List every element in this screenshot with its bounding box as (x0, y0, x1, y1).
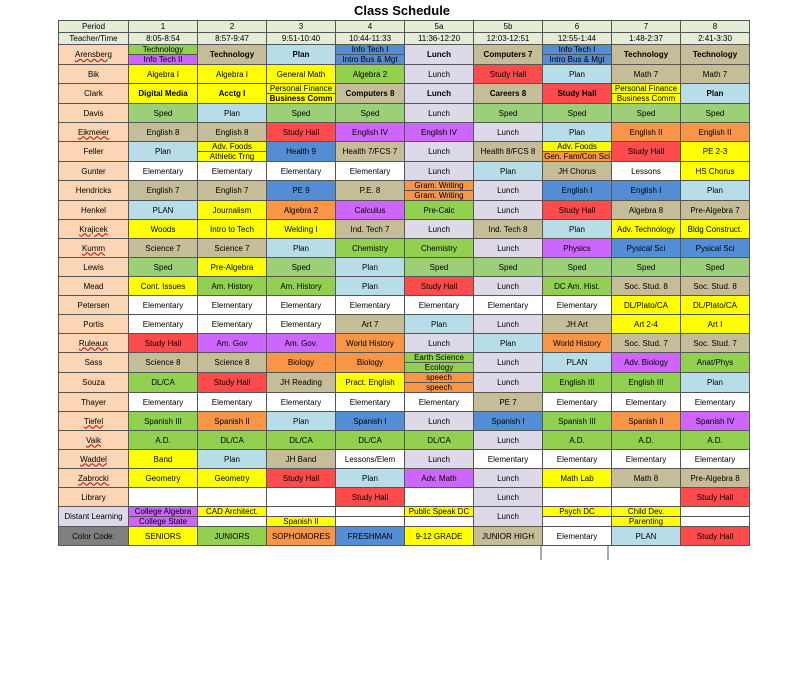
schedule-cell: Elementary (267, 315, 336, 334)
teacher-name: Clark (59, 84, 129, 104)
schedule-subcell: Info Tech II (129, 55, 197, 64)
schedule-cell: Elementary (405, 296, 474, 315)
schedule-cell: Study Hall (543, 201, 612, 220)
schedule-cell: Algebra I (198, 65, 267, 84)
schedule-cell: Study Hall (336, 488, 405, 507)
schedule-cell: Math 7 (681, 65, 750, 84)
schedule-subcell: College Algebra (129, 507, 197, 517)
schedule-cell: A.D. (681, 431, 750, 450)
schedule-cell: Pysical Sci (681, 239, 750, 258)
schedule-cell: Plan (681, 84, 750, 104)
schedule-cell: PE 2-3 (681, 142, 750, 162)
teacher-time-label: Teacher/Time (59, 33, 129, 45)
schedule-cell: Plan (474, 334, 543, 353)
schedule-cell: Sped (336, 104, 405, 123)
teacher-name: Portis (59, 315, 129, 334)
schedule-cell: 9-12 GRADE (405, 527, 474, 546)
schedule-cell: Art I (681, 315, 750, 334)
teacher-name: Sass (59, 353, 129, 373)
schedule-subcell: Gram. Writing (405, 181, 473, 191)
schedule-cell: Lunch (405, 450, 474, 469)
schedule-subcell: Adv. Foods (198, 142, 266, 152)
schedule-subcell: Personal Finance (612, 84, 680, 94)
schedule-cell: Elementary (474, 296, 543, 315)
schedule-cell: Soc. Stud. 7 (681, 334, 750, 353)
schedule-cell: Computers 8 (336, 84, 405, 104)
schedule-cell: Spanish IV (681, 412, 750, 431)
schedule-cell: Elementary (267, 162, 336, 181)
schedule-cell: Bldg Construct. (681, 220, 750, 239)
schedule-cell: Plan (543, 65, 612, 84)
schedule-cell: Elementary (405, 393, 474, 412)
schedule-cell: Acctg I (198, 84, 267, 104)
schedule-cell: Am. History (198, 277, 267, 296)
schedule-cell: World History (336, 334, 405, 353)
teacher-name: Library (59, 488, 129, 507)
schedule-cell: Band (129, 450, 198, 469)
schedule-subcell: Business Comm (267, 94, 335, 103)
schedule-cell: DL/CA (405, 431, 474, 450)
teacher-name: Feller (59, 142, 129, 162)
schedule-cell: Lunch (474, 277, 543, 296)
schedule-cell: English IV (336, 123, 405, 142)
schedule-cell: Elementary (198, 162, 267, 181)
schedule-cell: Plan (543, 123, 612, 142)
period-header-5b: 5b (474, 21, 543, 33)
schedule-subcell: Gram. Writing (405, 191, 473, 200)
schedule-cell: Careers 8 (474, 84, 543, 104)
schedule-cell: Study Hall (267, 469, 336, 488)
schedule-cell: Lunch (474, 373, 543, 393)
schedule-cell: Journalism (198, 201, 267, 220)
schedule-cell: English IV (405, 123, 474, 142)
period-header-3: 3 (267, 21, 336, 33)
time-header-3: 9:51-10:40 (267, 33, 336, 45)
schedule-cell: SOPHOMORES (267, 527, 336, 546)
time-header-8: 2:41-3:30 (681, 33, 750, 45)
schedule-cell: Lunch (474, 353, 543, 373)
schedule-cell: Plan (336, 469, 405, 488)
schedule-cell: English II (612, 123, 681, 142)
schedule-cell: JH Band (267, 450, 336, 469)
time-header-5a: 11:36-12:20 (405, 33, 474, 45)
schedule-cell: Plan (267, 45, 336, 65)
period-header-5a: 5a (405, 21, 474, 33)
schedule-cell: Study Hall (129, 334, 198, 353)
schedule-cell: Science 8 (129, 353, 198, 373)
schedule-cell: Math Lab (543, 469, 612, 488)
teacher-name: Kumm (59, 239, 129, 258)
schedule-cell: English 7 (198, 181, 267, 201)
schedule-cell: Elementary (336, 296, 405, 315)
schedule-cell: English I (543, 181, 612, 201)
schedule-cell: Elementary (267, 393, 336, 412)
schedule-cell: PE 7 (474, 393, 543, 412)
period-header-7: 7 (612, 21, 681, 33)
teacher-name: Hendricks (59, 181, 129, 201)
schedule-cell: Sped (474, 104, 543, 123)
time-header-4: 10:44-11:33 (336, 33, 405, 45)
teacher-name: Bik (59, 65, 129, 84)
time-header-7: 1:48-2:37 (612, 33, 681, 45)
schedule-cell: Anat/Phys (681, 353, 750, 373)
schedule-cell: DL/CA (129, 373, 198, 393)
schedule-cell: Technology (198, 45, 267, 65)
schedule-cell: Pre-Algebra 8 (681, 469, 750, 488)
schedule-subcell: Info Tech I (543, 45, 611, 55)
schedule-cell: Lunch (405, 412, 474, 431)
schedule-cell: Plan (198, 450, 267, 469)
teacher-name: Ruleaux (59, 334, 129, 353)
schedule-cell: Spanish II (198, 412, 267, 431)
schedule-cell: Plan (336, 277, 405, 296)
teacher-name: Thayer (59, 393, 129, 412)
schedule-cell: Sped (129, 258, 198, 277)
schedule-cell: Algebra I (129, 65, 198, 84)
schedule-cell: SENIORS (129, 527, 198, 546)
period-header-8: 8 (681, 21, 750, 33)
schedule-cell: Elementary (129, 393, 198, 412)
schedule-cell: Lunch (474, 507, 543, 527)
schedule-cell: Algebra 8 (612, 201, 681, 220)
schedule-cell: Adv. Biology (612, 353, 681, 373)
teacher-name: Petersen (59, 296, 129, 315)
schedule-subcell: College State (129, 517, 197, 526)
period-header-6: 6 (543, 21, 612, 33)
schedule-cell: Study Hall (198, 373, 267, 393)
schedule-cell: Digital Media (129, 84, 198, 104)
time-header-2: 8:57-9:47 (198, 33, 267, 45)
schedule-subcell: Adv. Foods (543, 142, 611, 152)
schedule-subcell: Ecology (405, 363, 473, 372)
schedule-cell: Math 8 (612, 469, 681, 488)
teacher-name: Waddel (59, 450, 129, 469)
schedule-cell: Plan (474, 162, 543, 181)
schedule-cell: PE 9 (267, 181, 336, 201)
schedule-cell: Chemistry (336, 239, 405, 258)
schedule-cell: Plan (198, 104, 267, 123)
schedule-cell: Plan (129, 142, 198, 162)
schedule-cell: Elementary (543, 527, 612, 546)
schedule-cell: Ind. Tech 7 (336, 220, 405, 239)
schedule-cell: Geometry (198, 469, 267, 488)
schedule-cell: Lunch (405, 220, 474, 239)
schedule-cell: Science 8 (198, 353, 267, 373)
schedule-cell: English 8 (198, 123, 267, 142)
schedule-subcell: Intro Bus & Mgt (543, 55, 611, 64)
schedule-cell: Pysical Sci (612, 239, 681, 258)
schedule-cell: Lunch (474, 315, 543, 334)
schedule-cell: Lunch (405, 104, 474, 123)
schedule-cell: Sped (612, 258, 681, 277)
schedule-cell: Algebra 2 (267, 201, 336, 220)
schedule-cell: Lunch (405, 334, 474, 353)
teacher-name: Davis (59, 104, 129, 123)
schedule-subcell: Business Comm (612, 94, 680, 103)
schedule-cell: A.D. (543, 431, 612, 450)
schedule-cell: Art 7 (336, 315, 405, 334)
schedule-cell: Plan (267, 239, 336, 258)
schedule-cell: Lunch (474, 469, 543, 488)
schedule-cell: Study Hall (543, 84, 612, 104)
schedule-cell: A.D. (612, 431, 681, 450)
schedule-cell: Art 2-4 (612, 315, 681, 334)
schedule-cell: Am. Gov (198, 334, 267, 353)
schedule-cell: Study Hall (267, 123, 336, 142)
schedule-cell: Sped (474, 258, 543, 277)
schedule-cell: Plan (543, 220, 612, 239)
schedule-cell: Elementary (474, 450, 543, 469)
schedule-cell: Chemistry (405, 239, 474, 258)
schedule-cell: Spanish II (612, 412, 681, 431)
schedule-cell: Soc. Stud. 8 (612, 277, 681, 296)
schedule-cell: PLAN (129, 201, 198, 220)
schedule-subcell: speech (405, 383, 473, 392)
teacher-name: Gunter (59, 162, 129, 181)
schedule-cell: Sped (612, 104, 681, 123)
schedule-cell: Am. History (267, 277, 336, 296)
schedule-cell: Elementary (267, 296, 336, 315)
schedule-cell: Lunch (474, 239, 543, 258)
time-header-6: 12:55-1:44 (543, 33, 612, 45)
schedule-cell: Sped (543, 104, 612, 123)
teacher-name: Eikmeier (59, 123, 129, 142)
schedule-cell: Spanish I (336, 412, 405, 431)
page-title: Class Schedule (353, 3, 451, 18)
schedule-subcell: Technology (129, 45, 197, 55)
schedule-cell: English I (612, 181, 681, 201)
teacher-name: Tiefel (59, 412, 129, 431)
schedule-cell: Soc. Stud. 8 (681, 277, 750, 296)
schedule-cell: PLAN (543, 353, 612, 373)
schedule-cell: Ind. Tech 8 (474, 220, 543, 239)
schedule-cell: Lunch (474, 181, 543, 201)
schedule-cell: Spanish III (129, 412, 198, 431)
schedule-subcell: speech (405, 373, 473, 383)
schedule-cell: Plan (267, 412, 336, 431)
schedule-cell: P.E. 8 (336, 181, 405, 201)
schedule-subcell: Gen. Fam/Con Sci (544, 152, 610, 161)
schedule-cell: DL/CA (267, 431, 336, 450)
period-header-2: 2 (198, 21, 267, 33)
schedule-cell: Pre-Algebra 7 (681, 201, 750, 220)
teacher-name: Souza (59, 373, 129, 393)
teacher-name: Arensberg (59, 45, 129, 65)
schedule-cell: Sped (681, 104, 750, 123)
schedule-cell: Elementary (129, 315, 198, 334)
schedule-cell: Elementary (336, 393, 405, 412)
schedule-subcell: Intro Bus & Mgt (336, 55, 404, 64)
teacher-name: Lewis (59, 258, 129, 277)
schedule-cell: Elementary (198, 393, 267, 412)
teacher-name: Krajicek (59, 220, 129, 239)
schedule-cell: Math 7 (612, 65, 681, 84)
schedule-cell: Elementary (612, 450, 681, 469)
schedule-subcell: Info Tech I (336, 45, 404, 55)
schedule-cell: DL/Plato/CA (681, 296, 750, 315)
schedule-cell: Lunch (405, 84, 474, 104)
schedule-cell: Pre-Calc (405, 201, 474, 220)
schedule-cell: English III (543, 373, 612, 393)
schedule-cell: Lunch (405, 65, 474, 84)
schedule-subcell: Parenting (612, 517, 680, 526)
schedule-cell: English 7 (129, 181, 198, 201)
teacher-name: Mead (59, 277, 129, 296)
schedule-subcell: Earth Science (405, 353, 473, 363)
schedule-cell: Geometry (129, 469, 198, 488)
schedule-cell: Sped (129, 104, 198, 123)
schedule-cell: DL/Plato/CA (612, 296, 681, 315)
schedule-cell: Science 7 (129, 239, 198, 258)
schedule-cell: HS Chorus (681, 162, 750, 181)
schedule-cell: Sped (405, 258, 474, 277)
schedule-cell: English II (681, 123, 750, 142)
schedule-cell: PLAN (612, 527, 681, 546)
teacher-name: Distant Learning (59, 507, 129, 527)
schedule-cell: Soc. Stud. 7 (612, 334, 681, 353)
schedule-cell: Am. Gov. (267, 334, 336, 353)
schedule-cell: Elementary (543, 450, 612, 469)
schedule-cell: Plan (681, 181, 750, 201)
schedule-cell: Health 7/FCS 7 (336, 142, 405, 162)
schedule-cell: World History (543, 334, 612, 353)
schedule-cell: JUNIOR HIGH (474, 527, 543, 546)
schedule-cell: Sped (543, 258, 612, 277)
schedule-cell: Elementary (198, 315, 267, 334)
teacher-name: Color Code: (59, 527, 129, 546)
schedule-cell: Algebra 2 (336, 65, 405, 84)
schedule-cell: JH Reading (267, 373, 336, 393)
schedule-cell: Study Hall (612, 142, 681, 162)
schedule-cell: Lessons/Elem (336, 450, 405, 469)
schedule-cell: Elementary (198, 296, 267, 315)
schedule-cell: Biology (336, 353, 405, 373)
schedule-cell: DL/CA (336, 431, 405, 450)
schedule-cell: Spanish I (474, 412, 543, 431)
schedule-cell: Pre-Algebra (198, 258, 267, 277)
schedule-cell: Spanish III (543, 412, 612, 431)
schedule-cell: Adv. Math (405, 469, 474, 488)
schedule-cell: Pract. English (336, 373, 405, 393)
schedule-cell: A.D. (129, 431, 198, 450)
schedule-cell: Computers 7 (474, 45, 543, 65)
schedule-cell: Biology (267, 353, 336, 373)
schedule-cell: Lunch (474, 123, 543, 142)
schedule-cell: Physics (543, 239, 612, 258)
schedule-cell: Adv. Technology (612, 220, 681, 239)
schedule-cell: Elementary (681, 393, 750, 412)
schedule-subcell: Spanish II (267, 517, 335, 526)
schedule-cell: Technology (681, 45, 750, 65)
schedule-cell: Lunch (474, 431, 543, 450)
period-header-4: 4 (336, 21, 405, 33)
schedule-cell: FRESHMAN (336, 527, 405, 546)
schedule-cell: Woods (129, 220, 198, 239)
period-label: Period (59, 21, 129, 33)
schedule-cell: Lunch (474, 201, 543, 220)
schedule-cell: Science 7 (198, 239, 267, 258)
schedule-cell: Study Hall (405, 277, 474, 296)
schedule-subcell: Public Speak DC (405, 507, 473, 517)
schedule-cell: Elementary (129, 296, 198, 315)
schedule-cell: Calculus (336, 201, 405, 220)
time-header-5b: 12:03-12:51 (474, 33, 543, 45)
schedule-cell: Elementary (681, 450, 750, 469)
schedule-cell: English 8 (129, 123, 198, 142)
teacher-name: Vaik (59, 431, 129, 450)
schedule-cell: Study Hall (474, 65, 543, 84)
schedule-cell: Sped (681, 258, 750, 277)
schedule-cell: Plan (681, 373, 750, 393)
schedule-subcell: Psych DC (543, 507, 611, 517)
schedule-cell: Elementary (543, 393, 612, 412)
schedule-subcell: Personal Finance (267, 84, 335, 94)
time-header-1: 8:05-8:54 (129, 33, 198, 45)
schedule-cell: Intro to Tech (198, 220, 267, 239)
teacher-name: Zabrocki (59, 469, 129, 488)
period-header-1: 1 (129, 21, 198, 33)
schedule-cell: Lessons (612, 162, 681, 181)
schedule-cell: Lunch (405, 162, 474, 181)
schedule-cell: Lunch (405, 142, 474, 162)
schedule-cell: Study Hall (681, 488, 750, 507)
schedule-cell: Elementary (129, 162, 198, 181)
schedule-cell: English III (612, 373, 681, 393)
schedule-cell: Sped (267, 104, 336, 123)
schedule-cell: General Math (267, 65, 336, 84)
schedule-cell: Sped (267, 258, 336, 277)
schedule-cell: JH Chorus (543, 162, 612, 181)
schedule-cell: DC Am. Hist. (543, 277, 612, 296)
schedule-cell: Lunch (474, 488, 543, 507)
schedule-cell: Plan (405, 315, 474, 334)
schedule-cell: Health 9 (267, 142, 336, 162)
schedule-cell: Study Hall (681, 527, 750, 546)
schedule-cell: JH Art (543, 315, 612, 334)
schedule-subcell: Child Dev. (612, 507, 680, 517)
schedule-cell: Health 8/FCS 8 (474, 142, 543, 162)
schedule-cell: Lunch (405, 45, 474, 65)
schedule-cell: Elementary (543, 296, 612, 315)
schedule-subcell: CAD Architect. (198, 507, 266, 517)
schedule-cell: Cont. Issues (129, 277, 198, 296)
schedule-subcell: Athletic Trng (198, 152, 266, 161)
schedule-cell: Elementary (336, 162, 405, 181)
schedule-cell: Technology (612, 45, 681, 65)
schedule-cell: Welding I (267, 220, 336, 239)
teacher-name: Henkel (59, 201, 129, 220)
schedule-cell: Elementary (612, 393, 681, 412)
schedule-cell: Plan (336, 258, 405, 277)
schedule-cell: DL/CA (198, 431, 267, 450)
schedule-cell: JUNIORS (198, 527, 267, 546)
